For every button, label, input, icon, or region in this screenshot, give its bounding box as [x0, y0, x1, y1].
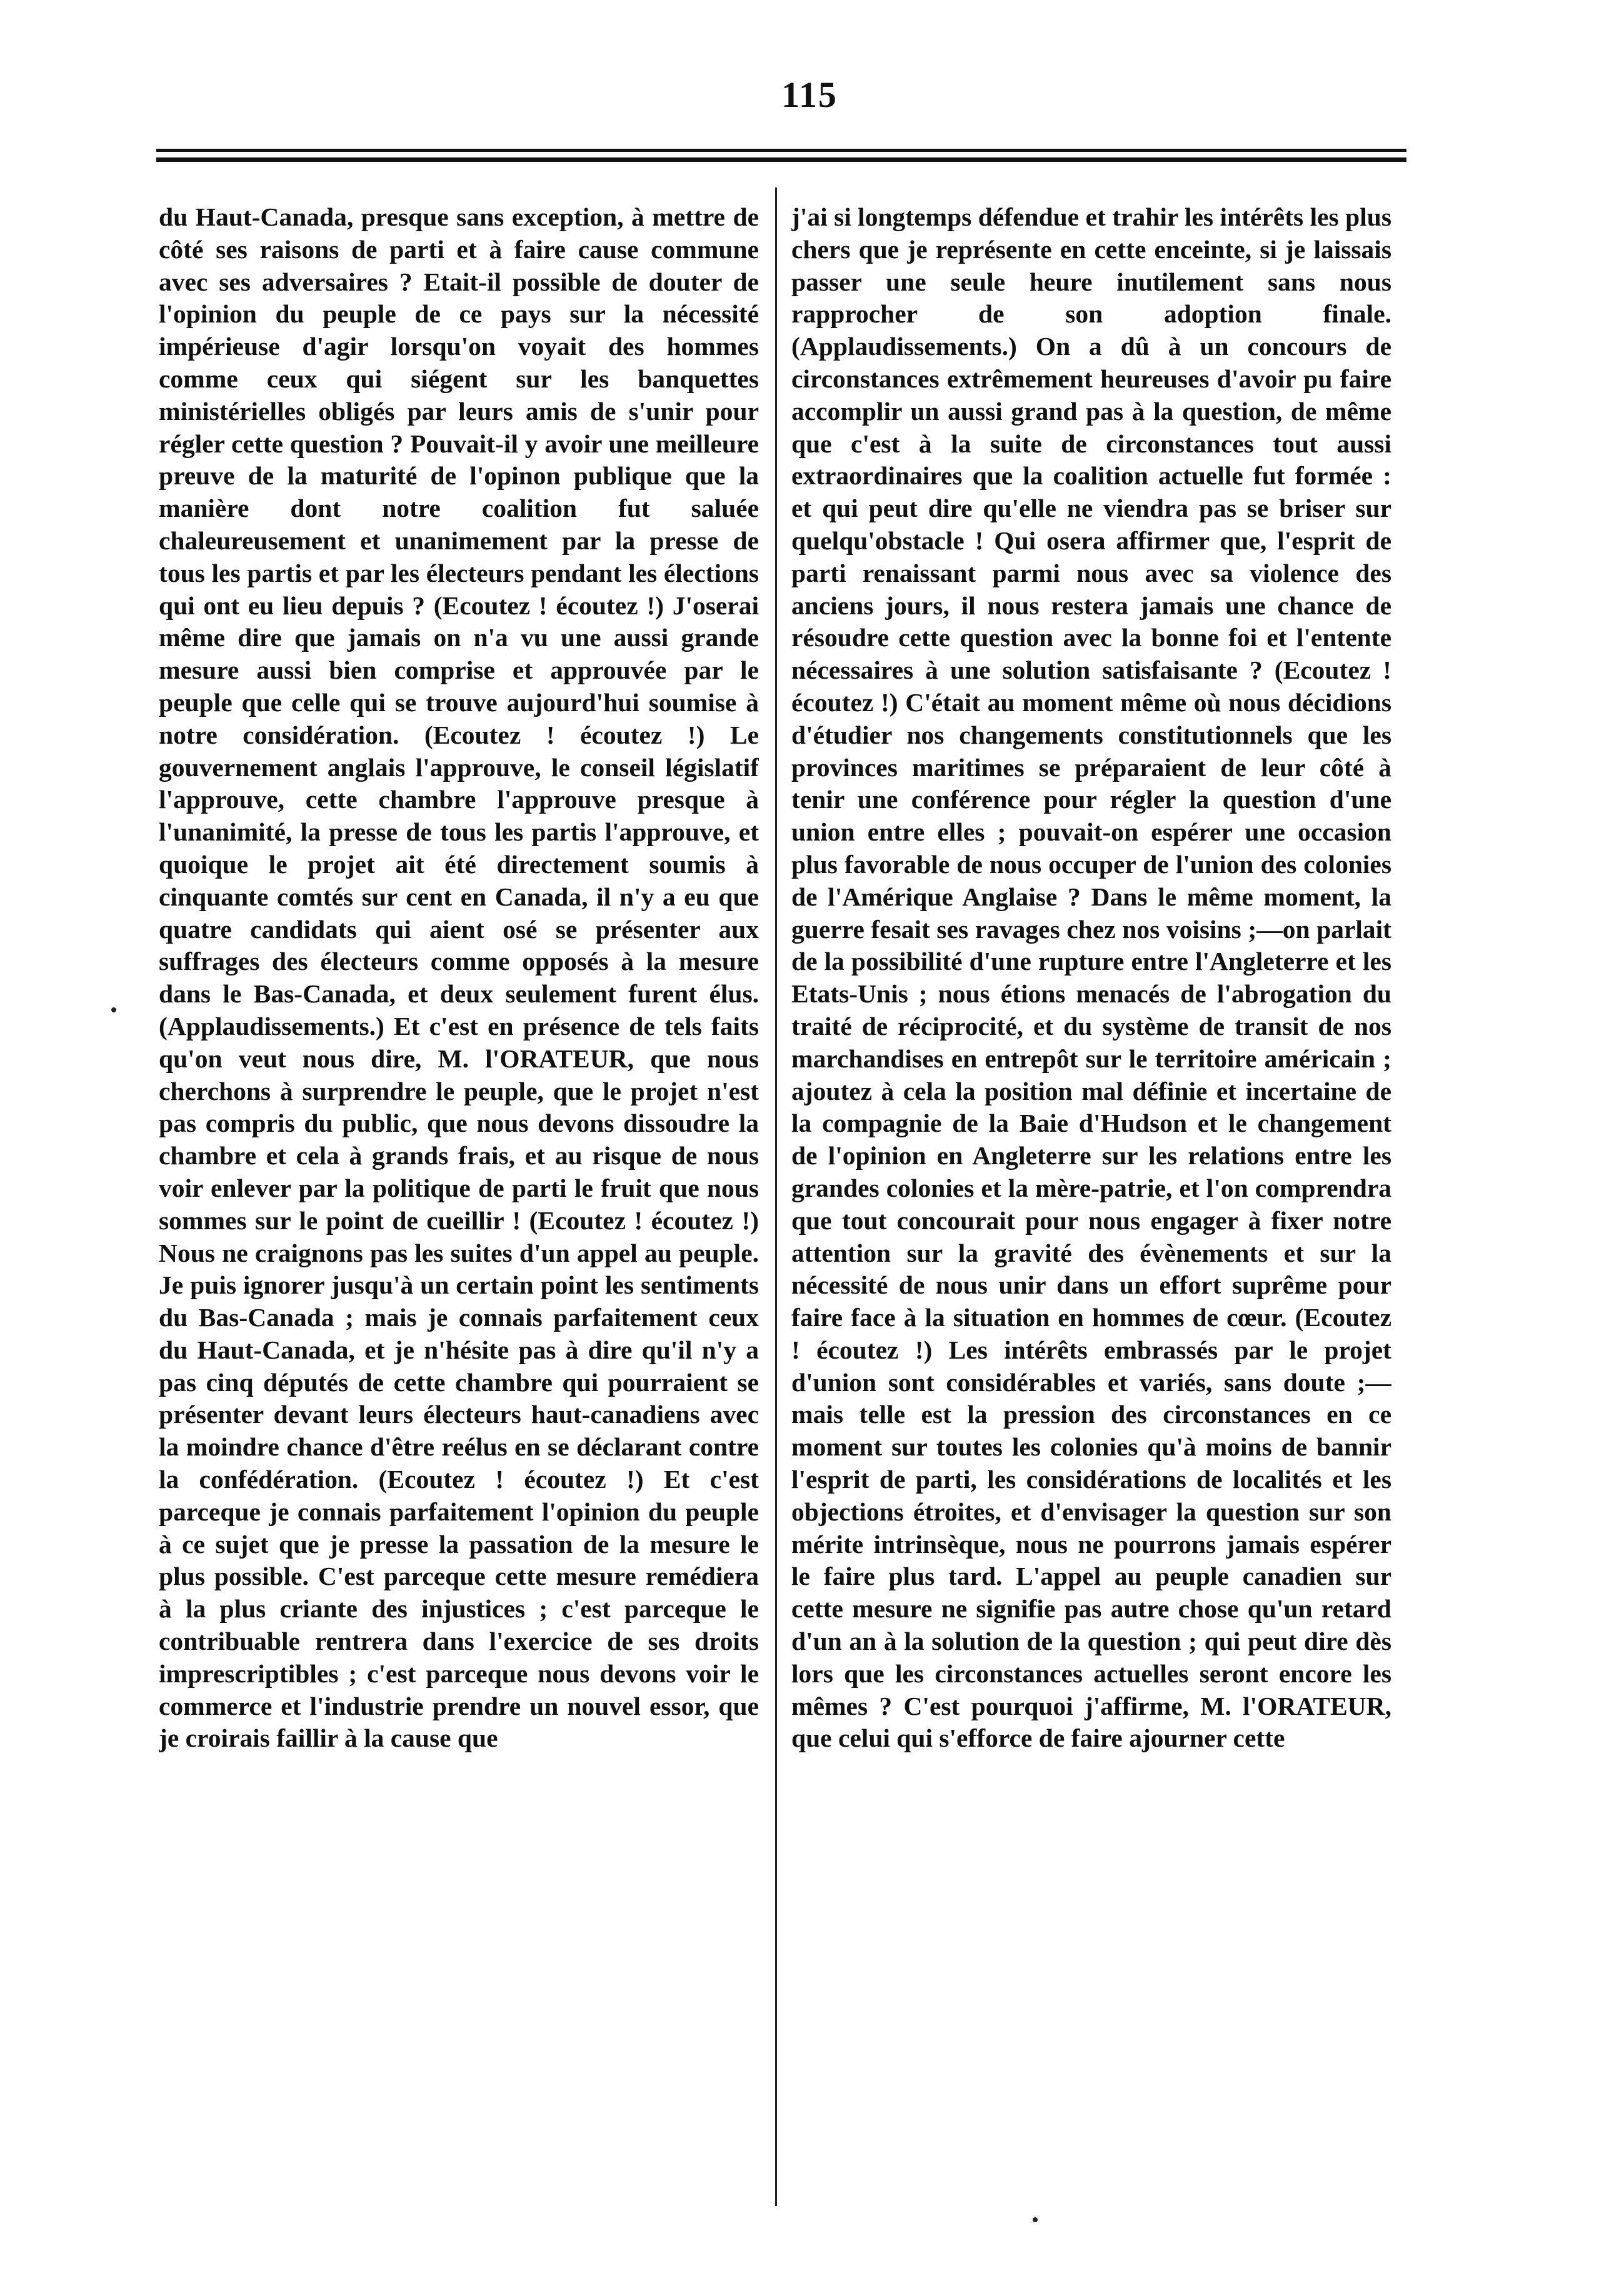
header-rule-thin [156, 149, 1406, 152]
right-column [791, 201, 1391, 2157]
right-column-text: j'ai si longtemps défendue et trahir les intérêts les plus chers que je représente en cette enceinte, si je laissais passer une seule heure inutilement sans nous rapprocher de son adoption finale. (Applaudissements.) On a dû à un concours de circonstances extrêmement heureuses d'avoir pu faire accomplir un aussi grand pas à la question, de même que c'est à la suite de circonstances tout aussi extraordinaires que la coalition actuelle fut formée : et qui peut dire qu'elle ne viendra pas se briser sur quelqu'obstacle ! Qui osera affirmer que, l'esprit de parti renaissant parmi nous avec sa violence des anciens jours, il nous restera jamais une chance de résoudre cette question avec la bonne foi et l'entente nécessaires à une solution satisfaisante ? (Ecoutez ! écoutez !) C'était au moment même où nous décidions d'étudier nos changements constitutionnels que les provinces maritimes se préparaient de leur côté à tenir une conférence pour régler la question d'une union entre elles ; pouvait-on espérer une occasion plus favorable de nous occuper de l'union des colonies de l'Amérique Anglaise ? Dans le même moment, la guerre fesait ses ravages chez nos voisins ;—on parlait de la possibilité d'une rupture entre l'Angleterre et les Etats-Unis ; nous étions menacés de l'abrogation du traité de réciprocité, et du système de transit de nos marchandises en entrepôt sur le territoire américain ; ajoutez à cela la position mal définie et incertaine de la compagnie de la Baie d'Hudson et le changement de l'opinion en Angleterre sur les relations entre les grandes colonies et la mère-patrie, et l'on comprendra que tout concourait pour nous engager à fixer notre attention sur la gravité des évènements et sur la nécessité de nous unir dans un effort suprême pour faire face à la situation en hommes de cœur. (Ecoutez ! écoutez !) Les intérêts embrassés par le projet d'union sont considérables et variés, sans doute ;— mais telle est la pression des circonstances en ce moment sur toutes les colonies qu'à moins de bannir l'esprit de parti, les considérations de localités et les objections étroites, et d'envisager la question sur son mérite intrinsèque, nous ne pourrons jamais espérer le faire plus tard. L'appel au peuple canadien sur cette mesure ne signifie pas autre chose qu'un retard d'un an à la solution de la question ; qui peut dire dès lors que les circonstances actuelles seront encore les mêmes ? C'est pourquoi j'affirme, M. l'ORATEUR, que celui qui s'efforce de faire ajourner cette [791, 202, 1391, 1753]
margin-speck [111, 1007, 116, 1012]
header-rule-thick [156, 157, 1406, 162]
page-number: 115 [781, 74, 838, 115]
left-column [159, 201, 759, 2157]
bottom-speck [1033, 2217, 1038, 2222]
left-column-text: du Haut-Canada, presque sans exception, à mettre de côté ses raisons de parti et à faire cause commune avec ses adversaires ? Etait-il possible de douter de l'opinion du peuple de ce pays sur la nécessité impérieuse d'agir lorsqu'on voyait des hommes comme ceux qui siégent sur les banquettes ministérielles obligés par leurs amis de s'unir pour régler cette question ? Pouvait-il y avoir une meilleure preuve de la maturité de l'opinon publique que la manière dont notre coalition fut saluée chaleureusement et unanimement par la presse de tous les partis et par les électeurs pendant les élections qui ont eu lieu depuis ? (Ecoutez ! écoutez !) J'oserai même dire que jamais on n'a vu une aussi grande mesure aussi bien comprise et approuvée par le peuple que celle qui se trouve aujourd'hui soumise à notre considération. (Ecoutez ! écoutez !) Le gouvernement anglais l'approuve, le conseil législatif l'approuve, cette chambre l'approuve presque à l'unanimité, la presse de tous les partis l'approuve, et quoique le projet ait été directement soumis à cinquante comtés sur cent en Canada, il n'y a eu que quatre candidats qui aient osé se présenter aux suffrages des électeurs comme opposés à la mesure dans le Bas-Canada, et deux seulement furent élus. (Applaudissements.) Et c'est en présence de tels faits qu'on veut nous dire, M. l'ORATEUR, que nous cherchons à surprendre le peuple, que le projet n'est pas compris du public, que nous devons dissoudre la chambre et cela à grands frais, et au risque de nous voir enlever par la politique de parti le fruit que nous sommes sur le point de cueillir ! (Ecoutez ! écoutez !) Nous ne craignons pas les suites d'un appel au peuple. Je puis ignorer jusqu'à un certain point les sentiments du Bas-Canada ; mais je connais parfaitement ceux du Haut-Canada, et je n'hésite pas à dire qu'il n'y a pas cinq députés de cette chambre qui pourraient se présenter devant leurs électeurs haut-canadiens avec la moindre chance d'être reélus en se déclarant contre la confédération. (Ecoutez ! écoutez !) Et c'est parceque je connais parfaitement l'opinion du peuple à ce sujet que je presse la passation de la mesure le plus possible. C'est parceque cette mesure remédiera à la plus criante des injustices ; c'est parceque le contribuable rentrera dans l'exercice de ses droits imprescriptibles ; c'est parceque nous devons voir le commerce et l'industrie prendre un nouvel essor, que je croirais faillir à la cause que [159, 202, 759, 1753]
column-divider [775, 187, 777, 2206]
